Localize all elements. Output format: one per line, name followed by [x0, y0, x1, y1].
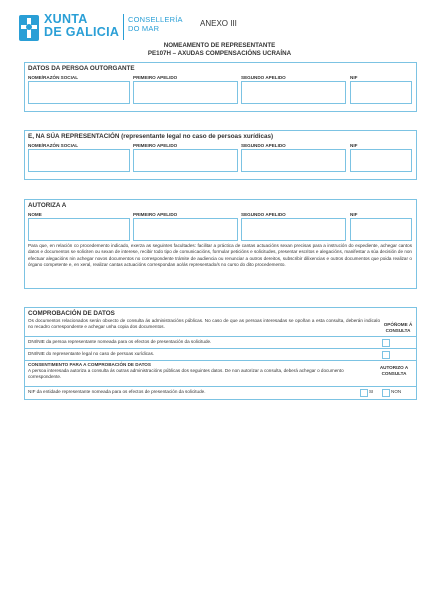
representative-second-surname-input[interactable]: [241, 149, 346, 172]
authorized-first-surname-input[interactable]: [133, 218, 238, 241]
department-name: [128, 15, 183, 33]
consult-intro-text: Os documentos relacionados serán obxecto de consulta ás administracións públicas. No caso de que as persoas interesadas se opoñan a esta consulta, deberán indicalo no recadro correspondente e achegar unha copia dos documentos.: [28, 318, 380, 329]
section-title: AUTORIZA A: [28, 202, 67, 209]
field-label-nif: NIF: [350, 143, 358, 148]
table-row: [25, 336, 416, 348]
yes-label: SI: [369, 389, 374, 394]
table-row: [25, 348, 416, 360]
authorized-name-input[interactable]: [28, 218, 130, 241]
oppose-column-header: OPÓÑOME Á CONSULTA: [383, 322, 413, 333]
section-title: E, NA SÚA REPRESENTACIÓN (representante legal no caso de persoas xurídicas): [28, 133, 274, 140]
no-label: NON: [391, 389, 402, 394]
logo-text: [44, 13, 119, 39]
department-line-1: CONSELLERÍA: [128, 15, 183, 24]
table-row: [25, 386, 416, 398]
field-label-name: NOME: [28, 212, 42, 217]
section-title: COMPROBACIÓN DE DATOS: [28, 310, 115, 317]
logo-divider: [123, 14, 124, 40]
row-label: DNI/NIE da persoa representante nomeada para os efectos de presentación da solicitude.: [28, 339, 212, 344]
logo-line-1: XUNTA: [44, 12, 88, 26]
row-label: DNI/NIE do representante legal no caso de persoas xurídicas.: [28, 351, 155, 356]
grantor-name-input[interactable]: [28, 81, 130, 104]
field-label-first-surname: PRIMEIRO APELIDO: [133, 75, 178, 80]
no-checkbox[interactable]: [382, 389, 390, 397]
field-label-name: NOME/RAZÓN SOCIAL: [28, 75, 79, 80]
authorizes-section: [24, 199, 417, 289]
yes-checkbox[interactable]: [360, 389, 368, 397]
document-title-line-1: NOMEAMENTO DE REPRESENTANTE: [163, 42, 276, 49]
field-label-nif: NIF: [350, 212, 358, 217]
oppose-checkbox[interactable]: [382, 339, 390, 347]
annex-label: ANEXO III: [200, 19, 237, 28]
field-label-first-surname: PRIMEIRO APELIDO: [133, 143, 178, 148]
representative-first-surname-input[interactable]: [133, 149, 238, 172]
powers-paragraph: Para que, en relación co procedemento indicado, exerza as seguintes facultades: facilitar a práctica de cantas actuacións sexan precisas para a instrución do expediente, achegar cantos datos e documentos se soliciten ou sexan de interese, recibir todo tipo de comunicacións, formular peticións e solicitudes, presentar escritos e alegacións, manifestar a súa decisión de non efectuar alegacións nin achegar novos documentos no correspondente trámite de audiencia ou renunciar a outros dereitos, subscribir dilixencias e outros documentos que poida realizar o órgano competente e, en xeral, realizar cantas actuacións correspondan ao/ás representado/s no curso do dito procedemento.: [28, 243, 412, 268]
consent-row: [25, 360, 416, 386]
grantor-nif-input[interactable]: [350, 81, 412, 104]
authorized-nif-input[interactable]: [350, 218, 412, 241]
document-title-line-2: PE107H – AXUDAS COMPENSACIÓNS UCRAÍNA: [147, 50, 292, 57]
section-title: DATOS DA PERSOA OUTORGANTE: [28, 65, 135, 72]
representative-nif-input[interactable]: [350, 149, 412, 172]
field-label-second-surname: SEGUNDO APELIDO: [241, 143, 286, 148]
logo-line-2: DE GALICIA: [44, 25, 120, 39]
field-label-nif: NIF: [350, 75, 358, 80]
representative-name-input[interactable]: [28, 149, 130, 172]
field-label-name: NOME/RAZÓN SOCIAL: [28, 143, 79, 148]
grantor-second-surname-input[interactable]: [241, 81, 346, 104]
grantor-first-surname-input[interactable]: [133, 81, 238, 104]
row-label: NIF da entidade representante nomeada para os efectos de presentación da solicitude.: [28, 389, 206, 394]
authorize-column-header: AUTORIZO A CONSULTA: [379, 365, 409, 376]
oppose-checkbox[interactable]: [382, 351, 390, 359]
document-title: [0, 42, 439, 58]
consent-text: A persoa interesada autoriza a consulta ás outras administracións públicas dos seguintes datos. De non autorizar a consulta, deberá achegar o documento correspondente.: [28, 368, 344, 379]
grantor-section: [24, 62, 417, 112]
field-label-first-surname: PRIMEIRO APELIDO: [133, 212, 178, 217]
representative-section: [24, 130, 417, 180]
data-check-section: [24, 307, 417, 400]
field-label-second-surname: SEGUNDO APELIDO: [241, 212, 286, 217]
consent-title: CONSENTIMENTO PARA A COMPROBACIÓN DE DATOS: [28, 362, 151, 367]
authorized-second-surname-input[interactable]: [241, 218, 346, 241]
xunta-logo-icon: [18, 14, 40, 42]
department-line-2: DO MAR: [128, 24, 160, 33]
field-label-second-surname: SEGUNDO APELIDO: [241, 75, 286, 80]
